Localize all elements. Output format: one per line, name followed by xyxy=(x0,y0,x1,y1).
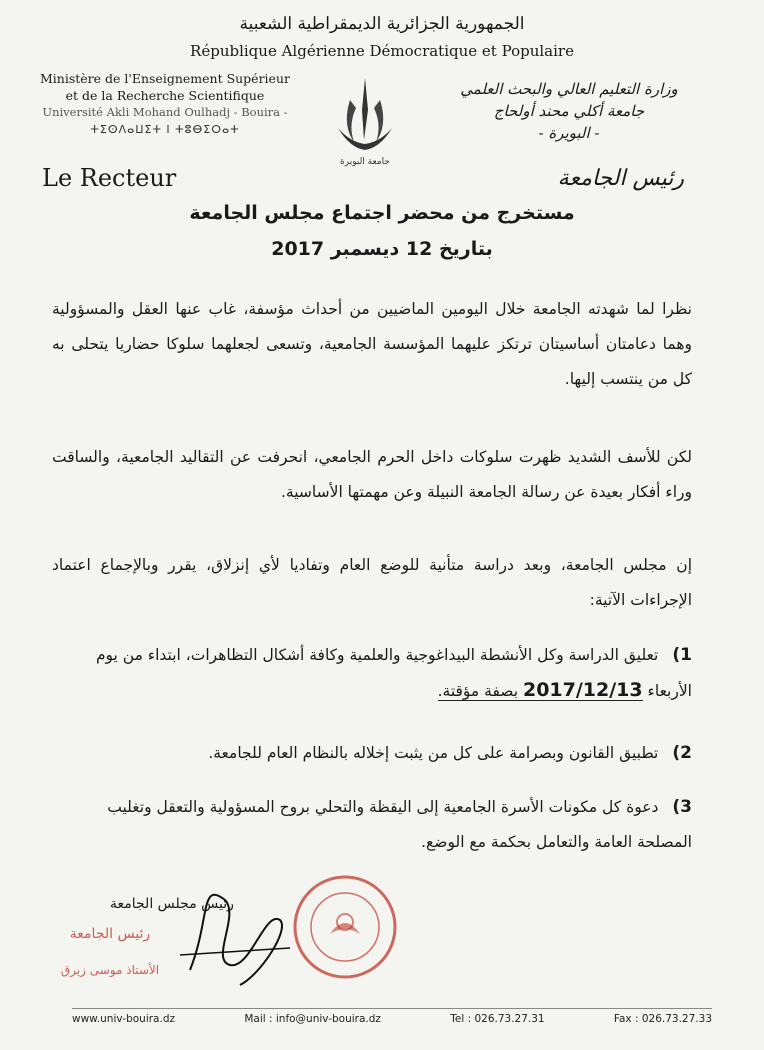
stamp-line-2: الأستاذ موسى زيرق xyxy=(60,963,160,977)
stamp-line-1: رئيس الجامعة xyxy=(69,926,151,942)
item-text: تعليق الدراسة وكل الأنشطة البيداغوجية والعلمية وكافة أشكال التظاهرات، ابتداء من يوم الأربعاء xyxy=(95,646,692,700)
document-title: مستخرج من محضر اجتماع مجلس الجامعة xyxy=(189,202,575,224)
signature-icon xyxy=(170,860,300,1000)
header-french-republic: République Algérienne Démocratique et Populaire xyxy=(190,42,574,60)
item-number: 1) xyxy=(672,645,692,665)
council-signature-label: رئيس مجلس الجامعة xyxy=(110,896,234,912)
measure-item-3 xyxy=(52,790,692,860)
footer-website: www.univ-bouira.dz xyxy=(72,1013,176,1025)
footer-email: Mail : info@univ-bouira.dz xyxy=(244,1013,381,1025)
rector-stamp-icon xyxy=(30,916,190,986)
item-number: 3) xyxy=(672,797,692,817)
footer-phone: Tel : 026.73.27.31 xyxy=(450,1013,545,1025)
recteur-title-fr: Le Recteur xyxy=(42,164,177,192)
ministry-ar: وزارة التعليم العالي والبحث العلمي xyxy=(460,80,678,98)
university-name-fr: Université Akli Mohand Oulhadj - Bouira - xyxy=(42,105,288,119)
university-name-tifinagh: ⵜⵉⵙⴷⴰⵡⵉⵜ ⵏ ⵜⵓⴱⵉⵔⴰⵜ xyxy=(90,123,240,136)
item-text-end: بصفة مؤقتة. xyxy=(437,682,523,700)
letterhead-left xyxy=(30,70,300,138)
footer-fax: Fax : 026.73.27.33 xyxy=(613,1013,712,1025)
ministry-line-1: Ministère de l'Enseignement Supérieur xyxy=(40,71,290,86)
item-text: تطبيق القانون وبصرامة على كل من يثبت إخلاله بالنظام العام للجامعة. xyxy=(208,744,659,762)
university-seal-icon xyxy=(290,872,400,982)
ministry-line-2: et de la Recherche Scientifique xyxy=(65,88,265,103)
measure-item-2 xyxy=(52,736,692,771)
recteur-title-ar: رئيس الجامعة xyxy=(557,166,684,191)
city-ar: - البويرة - xyxy=(538,124,600,142)
header-arabic-republic: الجمهورية الجزائرية الديمقراطية الشعبية xyxy=(239,14,525,34)
measure-item-1 xyxy=(52,638,692,709)
item-text: دعوة كل مكونات الأسرة الجامعية إلى اليقظة والتحلي بروح المسؤولية والتعقل وتغليب المصلحة العامة والتعامل بحكمة مع الوضع. xyxy=(107,798,692,851)
paragraph-2: لكن للأسف الشديد ظهرت سلوكات داخل الحرم الجامعي، انحرفت عن التقاليد الجامعية، والساقت وراء أفكار بعيدة عن رسالة الجامعة النبيلة وعن مهمتها الأساسية. xyxy=(52,448,692,501)
paragraph-3: إن مجلس الجامعة، وبعد دراسة متأنية للوضع العام وتفاديا لأي إنزلاق، يقرر وبالإجماع اعتماد الإجراءات الآتية: xyxy=(52,556,692,609)
footer xyxy=(72,1008,712,1025)
letterhead-right xyxy=(444,78,694,144)
item-number: 2) xyxy=(672,743,692,763)
document-date: بتاريخ 12 ديسمبر 2017 xyxy=(271,238,493,260)
university-name-ar: جامعة أكلي محند أولحاج xyxy=(493,102,645,120)
suspension-date: 2017/12/13 xyxy=(522,679,643,701)
university-logo-icon xyxy=(320,70,410,170)
logo-caption: جامعة البويرة xyxy=(340,157,390,167)
paragraph-1: نظرا لما شهدته الجامعة خلال اليومين الماضيين من أحداث مؤسفة، غاب عنها العقل والمسؤولية وهما دعامتان أساسيتان ترتكز عليهما المؤسسة الجامعية، وتسعى لجعلهما سلوكا حضاريا يتحلى به كل من ينتسب إليها. xyxy=(52,300,692,388)
